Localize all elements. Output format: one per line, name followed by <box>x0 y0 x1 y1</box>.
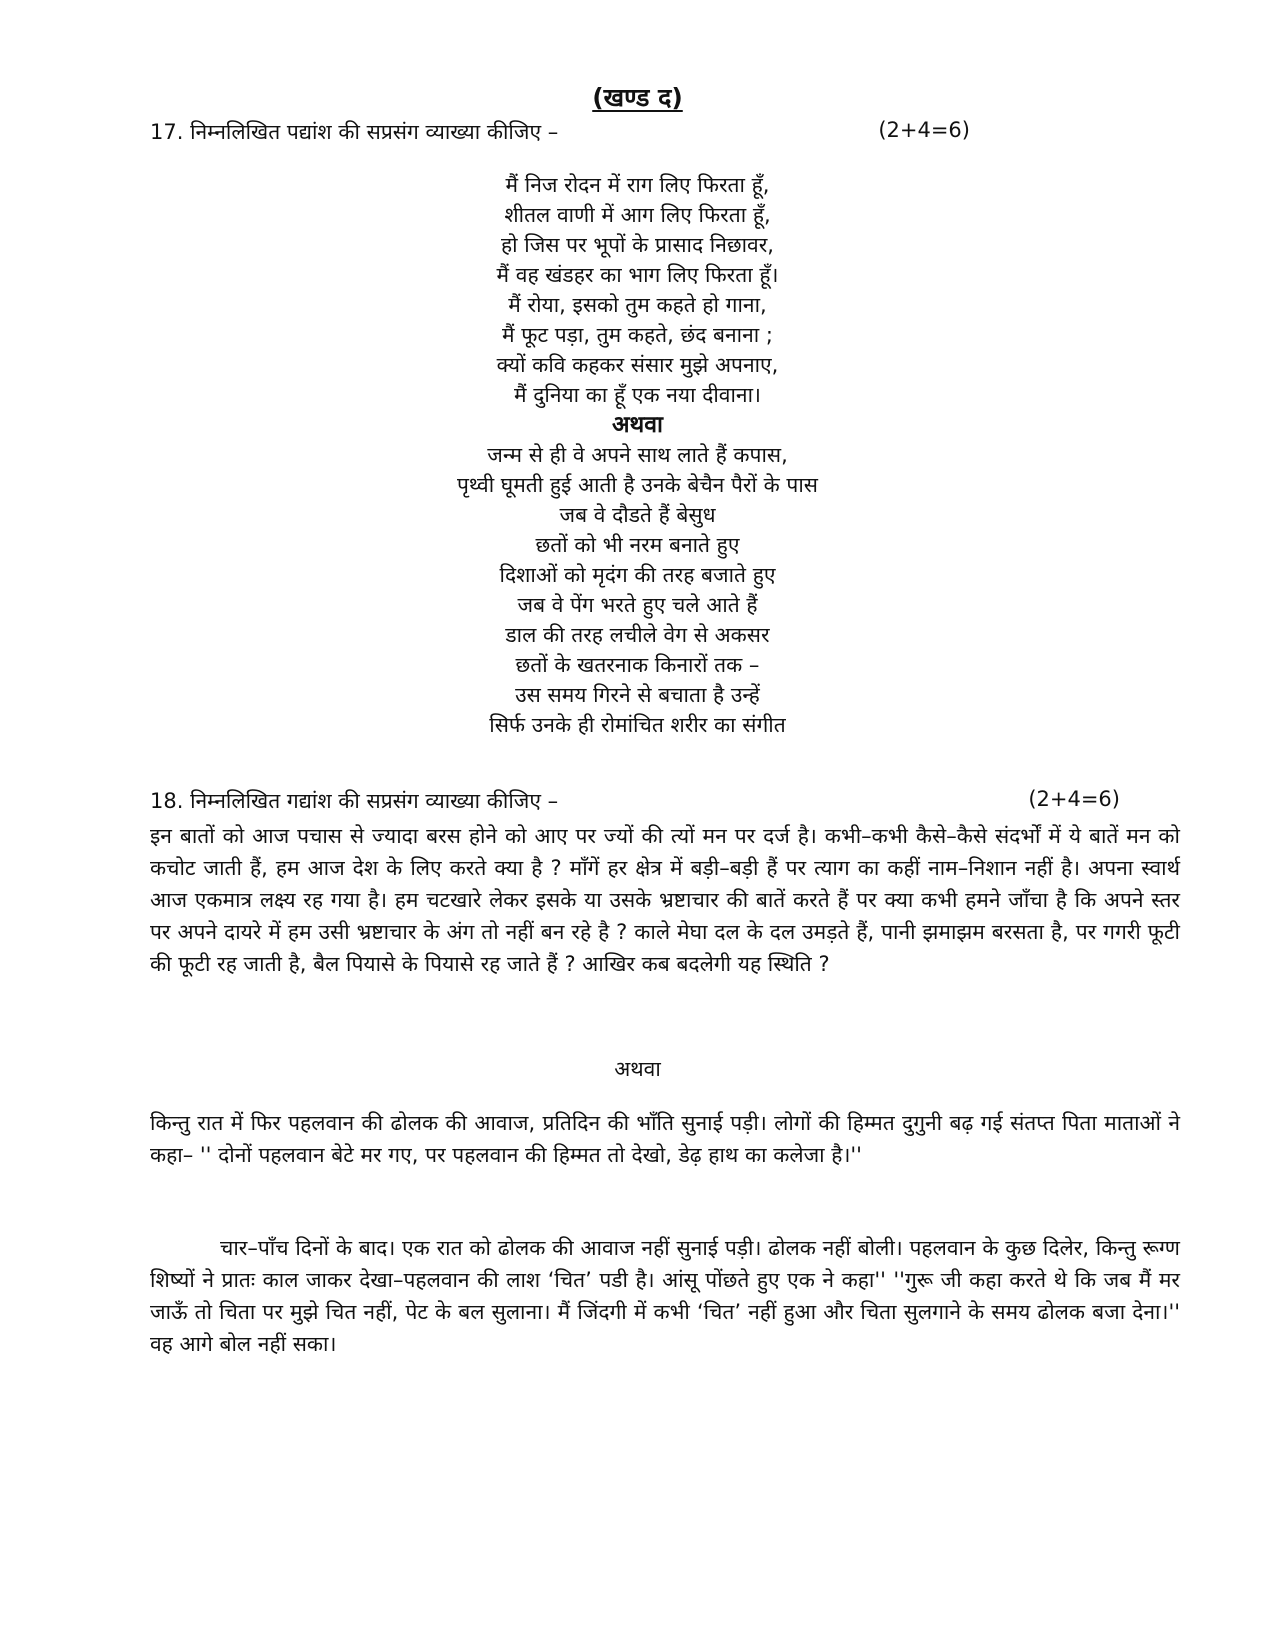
poem-line: जब वे दौडते हैं बेसुध <box>559 503 716 527</box>
question-17-header <box>150 118 1180 146</box>
poem-line: हो जिस पर भूपों के प्रासाद निछावर, <box>500 233 774 257</box>
poem-line: उस समय गिरने से बचाता है उन्हें <box>515 683 760 707</box>
poem-line: जन्म से ही वे अपने साथ लाते हैं कपास, <box>487 443 788 467</box>
poem-line: छतों को भी नरम बनाते हुए <box>535 533 740 557</box>
poem-line: मैं वह खंडहर का भाग लिए फिरता हूँ। <box>496 263 779 287</box>
section-title: (खण्ड द) <box>592 83 683 112</box>
question-17-marks: (2+4=6) <box>878 118 970 142</box>
poem-line: सिर्फ उनके ही रोमांचित शरीर का संगीत <box>489 713 786 737</box>
poem-line: दिशाओं को मृदंग की तरह बजाते हुए <box>499 563 776 587</box>
question-17-poems <box>0 170 1275 740</box>
question-17-prompt: 17. निम्नलिखित पद्यांश की सप्रसंग व्याख्या कीजिए – <box>150 120 559 144</box>
question-18-passage-b1: किन्तु रात में फिर पहलवान की ढोलक की आवाज, प्रतिदिन की भाँति सुनाई पड़ी। लोगों की हिम्मत दुगुनी बढ़ गई संतप्त पिता माताओं ने कहा– '' दोनों पहलवान बेटे मर गए, पर पहलवान की हिम्मत तो देखो, डेढ़ हाथ का कलेजा है।'' <box>150 1111 1180 1167</box>
question-18-marks: (2+4=6) <box>1028 787 1120 811</box>
poem-line: मैं रोया, इसको तुम कहते हो गाना, <box>508 293 767 317</box>
prose-or-label: अथवा <box>614 1057 661 1081</box>
poem-line: छतों के खतरनाक किनारों तक – <box>515 653 760 677</box>
poem-line: मैं फूट पड़ा, तुम कहते, छंद बनाना ; <box>502 323 773 347</box>
poem-line: डाल की तरह लचीले वेग से अकसर <box>505 623 770 647</box>
poem-line: मैं दुनिया का हूँ एक नया दीवाना। <box>514 383 761 407</box>
poem-or-label: अथवा <box>611 412 663 438</box>
poem-line: शीतल वाणी में आग लिए फिरता हूँ, <box>504 203 771 227</box>
poem-line: मैं निज रोदन में राग लिए फिरता हूँ, <box>505 173 770 197</box>
question-18-passage-b2: चार–पाँच दिनों के बाद। एक रात को ढोलक की आवाज नहीं सुनाई पड़ी। ढोलक नहीं बोली। पहलवान के कुछ दिलेर, किन्तु रूग्ण शिष्यों ने प्रातः काल जाकर देखा–पहलवान की लाश ‘चित’ पडी है। आंसू पोंछते हुए एक ने कहा'' ''गुरू जी कहा करते थे कि जब मैं मर जाऊँ तो चिता पर मुझे चित नहीं, पेट के बल सुलाना। मैं जिंदगी में कभी ‘चित’ नहीं हुआ और चिता सुलगाने के समय ढोलक बजा देना।'' वह आगे बोल नहीं सका। <box>150 1236 1180 1356</box>
question-18-prompt: 18. निम्नलिखित गद्यांश की सप्रसंग व्याख्या कीजिए – <box>150 789 559 813</box>
question-18-passage-a: इन बातों को आज पचास से ज्यादा बरस होने को आए पर ज्यों की त्यों मन पर दर्ज है। कभी–कभी कैसे–कैसे संदर्भों में ये बातें मन को कचोट जाती हैं, हम आज देश के लिए करते क्या है ? माँगें हर क्षेत्र में बड़ी–बड़ी हैं पर त्याग का कहीं नाम–निशान नहीं है। अपना स्वार्थ आज एकमात्र लक्ष्य रह गया है। हम चटखारे लेकर इसके या उसके भ्रष्टाचार की बातें करते हैं पर क्या कभी हमने जाँचा है कि अपने स्तर पर अपने दायरे में हम उसी भ्रष्टाचार के अंग तो नहीं बन रहे है ? काले मेघा दल के दल उमड़ते हैं, पानी झमाझम बरसता है, पर गगरी फूटी की फूटी रह जाती है, बैल पियासे के पियासे रह जाते हैं ? आखिर कब बदलेगी यह स्थिति ? <box>150 824 1180 976</box>
poem-line: जब वे पेंग भरते हुए चले आते हैं <box>517 593 758 617</box>
question-18-header <box>150 787 1180 815</box>
poem-line: क्यों कवि कहकर संसार मुझे अपनाए, <box>496 353 779 377</box>
poem-line: पृथ्वी घूमती हुई आती है उनके बेचैन पैरों के पास <box>456 473 818 497</box>
